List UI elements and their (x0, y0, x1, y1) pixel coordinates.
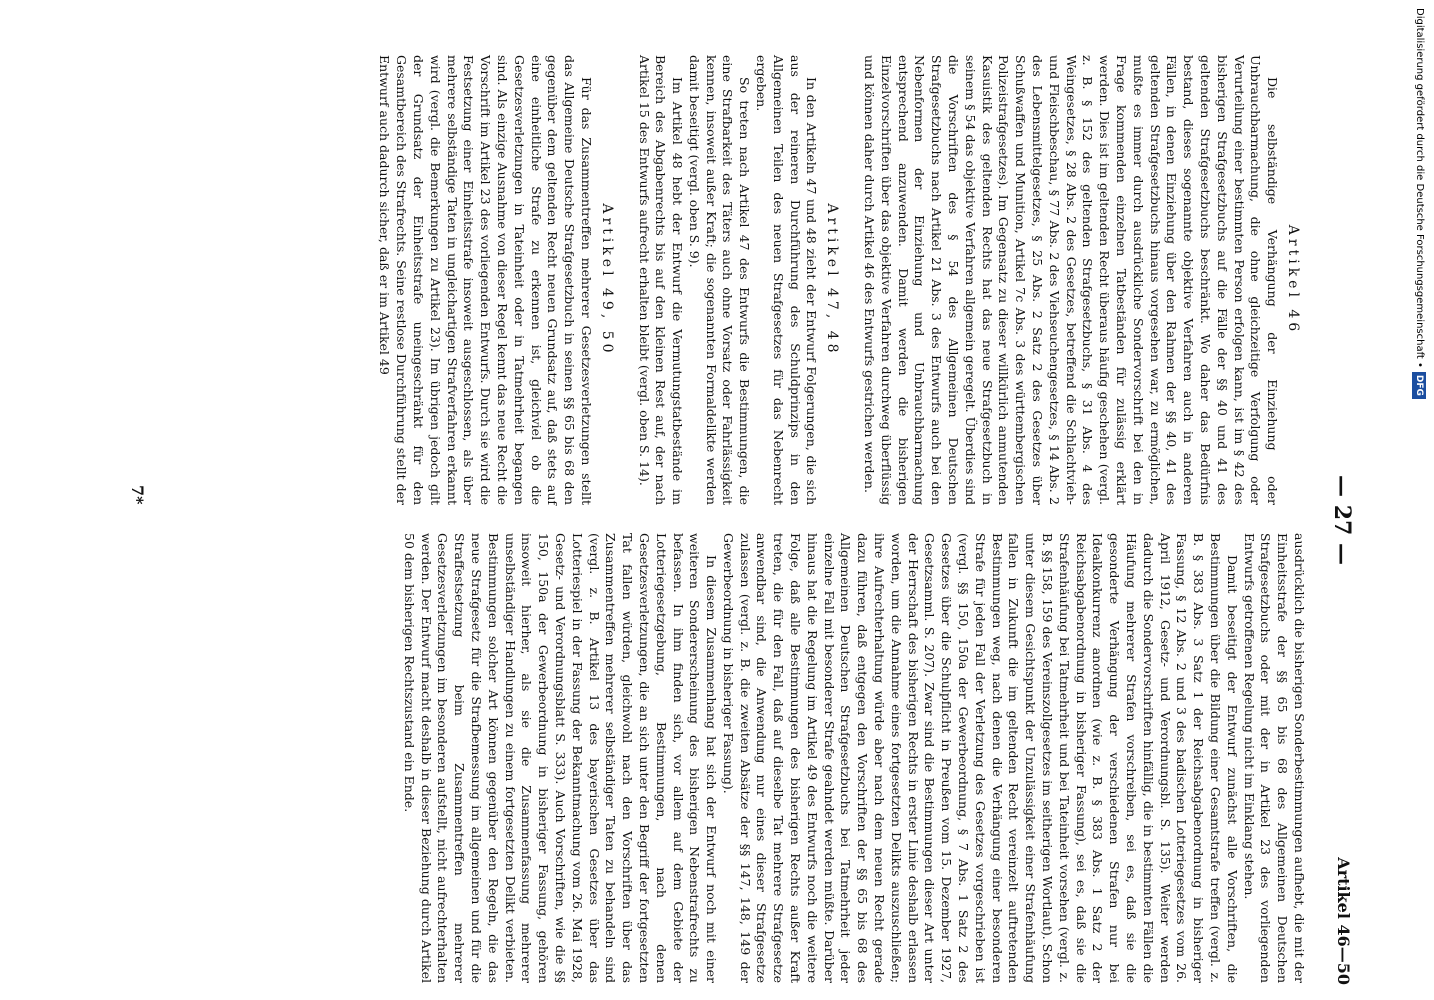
right-paragraph-3: In diesem Zusammenhang hat sich der Entwurf noch mit einer weiteren Sondererscheinung des bisherigen Nebenstrafrechts zu befassen. In ihm finden sich, vor allem auf dem Gebiete der Lotteriegesetzgebung, Bestimmungen, nach denen Gesetzesverletzungen, die an sich unter den Begriff der fortgesetzten Tat fallen würden, gleichwohl nach den Vorschriften über das Zusammentreffen mehrerer selbständiger Taten zu behandeln sind (vergl. z. B. Artikel 13 des bayerischen Gesetzes über das Lotteriespiel in der Fassung der Bekanntmachung vom 26. Mai 1928, Gesetz- und Verordnungsblatt S. 333). Auch Vorschriften, wie die §§ 150, 150a der Gewerbeordnung in bisheriger Fassung, gehören insoweit hierher, als sie die Zusammenfassung mehrerer unselbständiger Handlungen zu einem fortgesetzten Delikt verbieten. Bestimmungen solcher Art können gegenüber den Regeln, die das neue Strafgesetz für die Strafbemessung im allgemeinen und für die Straffestsetzung beim Zusammentreffen mehrerer Gesetzesverletzungen im besonderen aufstellt, nicht aufrechterhalten werden. Der Entwurf macht deshalb in dieser Beziehung durch Artikel 50 dem bisherigen Rechtszustand ein Ende. (401, 533, 720, 983)
article-49-50-title: Artikel 49, 50 (598, 203, 615, 357)
article-47-48-title: Artikel 47, 48 (824, 203, 841, 357)
article-47-48-paragraph-2: So treten nach Artikel 47 des Entwurfs die Bestimmungen, die eine Strafbarkeit des Täters auch ohne Vorsatz oder Fahrlässigkeit kennen, insoweit außer Kraft; die sogenannten Formaldelikte werden damit beseitigt (vergl. oben S. 9). (686, 55, 753, 505)
rotated-page-content (115, 55, 1355, 985)
article-46-title: Artikel 46 (1285, 224, 1301, 336)
funding-note (1408, 8, 1430, 992)
page-header (1315, 55, 1355, 985)
funding-text: Digitalisierung gefördert durch die Deutsche Forschungsgemeinschaft • (1414, 8, 1425, 368)
article-47-48-paragraph-3: Im Artikel 48 hebt der Entwurf die Vermutungstatbestände im Bereich des Abgabenrechts bis auf den kleinen Rest auf, der nach Artikel 15 des Entwurfs aufrecht erhalten bleibt (vergl. oben S. 14). (636, 55, 686, 505)
left-column (376, 55, 1307, 505)
funding-sidebar (1408, 8, 1430, 992)
article-49-50-text: Für das Zusammentreffen mehrerer Gesetzesverletzungen stellt das Allgemeine Deutsche Strafgesetzbuch in seinen §§ 65 bis 68 den gegenüber dem geltenden Recht neuen Grundsatz auf, daß stets auf eine einheitliche Strafe zu erkennen ist, gleichviel ob die Gesetzesverletzungen in Tateinheit oder in Tatmehrheit begangen sind. Als einzige Ausnahme von dieser Regel kennt das neue Recht die Vorschrift im Artikel 23 des vorliegenden Entwurfs. Durch sie wird die Festsetzung einer Einheitsstrafe insoweit ausgeschlossen, als über mehrere selbständige Taten in ungleichartigen Strafverfahren erkannt wird (vergl. die Bemerkungen zu Artikel 23). Im übrigen jedoch gilt der Grundsatz der Einheitsstrafe uneingeschränkt für den Gesamtbereich des Strafrechts. Seine restlose Durchführung stellt der Entwurf auch dadurch sicher, daß er im Artikel 49 (377, 55, 594, 505)
signature-mark: 7* (128, 485, 147, 505)
article-46-text: Die selbständige Verhängung der Einziehung oder Unbrauchbarmachung, die ohne gleichzeitige Verfolgung oder Verurteilung einer bestimmten Person erfolgen kann, ist im § 42 des bisherigen Strafgesetzbuchs auf die Fälle der §§ 40 und 41 des geltenden Strafgesetzbuchs beschränkt. Wo daher das Bedürfnis bestand, dieses sogenannte objektive Verfahren auch in anderen Fällen, in denen Einziehung über den Rahmen der §§ 40, 41 des geltenden Strafgesetzbuchs hinaus vorgesehen war, zu ermöglichen, mußte es immer durch ausdrückliche Sondervorschrift bei den in Frage kommenden einzelnen Tatbeständen für zulässig erklärt werden. Dies ist im geltenden Recht überaus häufig geschehen (vergl. z. B. § 152 des geltenden Strafgesetzbuchs, § 31 Abs. 4 des Weingesetzes, § 28 Abs. 2 des Gesetzes, betreffend die Schlachtvieh- und Fleischbeschau, § 77 Abs. 2 des Viehseuchengesetzes, § 14 Abs. 2 des Lebensmittelgesetzes, § 25 Abs. 2 Satz 2 des Gesetzes über Schußwaffen und Munition, Artikel 7c Abs. 3 des württembergischen Polizeistrafgesetzes). Im Gegensatz zu dieser willkürlich anmutenden Kasuistik des geltenden Rechts hat das neue Strafgesetzbuch in seinem § 54 das objektive Verfahren allgemein geregelt. Überdies sind die Vorschriften des § 54 des Allgemeinen Deutschen Strafgesetzbuchs nach Artikel 21 Abs. 3 des Entwurfs auch bei den Nebenformen der Einziehung und Unbrauchbarmachung entsprechend anzuwenden. Damit werden die bisherigen Einzelvorschriften über das objektive Verfahren durchweg überflüssig und können daher durch Artikel 46 des Entwurfs gestrichen werden. (862, 55, 1281, 505)
article-47-48-paragraph-1: In den Artikeln 47 und 48 zieht der Entwurf Folgerungen, die sich aus der reineren Durchführung des Schuldprinzips in den Allgemeinen Teilen des neuen Strafgesetzes für das Nebenrecht ergeben. (754, 55, 820, 505)
section-range: Artikel 46—50 (1334, 857, 1353, 985)
right-column (400, 533, 1307, 983)
dfg-logo: DFG (1412, 372, 1426, 399)
right-paragraph-1: ausdrücklich die bisherigen Sonderbestimmungen aufhebt, die mit der Einheitsstrafe der §§ 65 bis 68 des Allgemeinen Deutschen Strafgesetzbuchs oder mit der in Artikel 23 des vorliegenden Entwurfs getroffenen Regelung nicht im Einklang stehen. (1241, 533, 1307, 983)
page-number: — 27 — (1329, 475, 1355, 565)
right-paragraph-2: Damit beseitigt der Entwurf zunächst alle Vorschriften, die Bestimmungen über die Bildung einer Gesamtstrafe treffen (vergl. z. B. § 383 Abs. 3 Satz 1 der Reichsabgabenordnung in bisheriger Fassung, § 12 Abs. 2 und 3 des badischen Lotteriegesetzes vom 26. April 1912, Gesetz- und Verordnungsbl. S. 135). Weiter werden dadurch die Sondervorschriften hinfällig, die in bestimmten Fällen die Häufung mehrerer Strafen vorschreiben, sei es, daß sie die gesonderte Verhängung der verschiedenen Strafen nur bei Idealkonkurrenz anordnen (wie z. B. § 383 Abs. 1 Satz 2 der Reichsabgabenordnung in bisheriger Fassung), sei es, daß sie die Strafenhäufung bei Tatmehrheit und bei Tateinheit vorsehen (vergl. z. B. §§ 158, 159 des Vereinszollgesetzes im seitherigen Wortlaut). Schon unter diesem Gesichtspunkt der Unzulässigkeit einer Strafenhäufung fallen in Zukunft die im geltenden Recht vereinzelt auftretenden Bestimmungen weg, nach denen die Verhängung einer besonderen Strafe für jeden Fall der Verletzung des Gesetzes vorgeschrieben ist (vergl. §§ 150, 150a der Gewerbeordnung, § 7 Abs. 1 Satz 2 des Gesetzes über die Schulpflicht in Preußen vom 15. Dezember 1927, Gesetzsamml. S. 207). Zwar sind die Bestimmungen dieser Art unter der Herrschaft des bisherigen Rechts in erster Linie deshalb erlassen worden, um die Annahme eines fortgesetzten Delikts auszuschließen; ihre Aufrechterhaltung würde aber nach dem neuen Recht gerade dazu führen, daß entgegen den Vorschriften der §§ 65 bis 68 des Allgemeinen Deutschen Strafgesetzbuchs bei Tatmehrheit jeder einzelne Fall mit besonderer Strafe geahndet werden müßte. Darüber hinaus hat die Regelung im Artikel 49 des Entwurfs noch die weitere Folge, daß alle Bestimmungen des bisherigen Rechts außer Kraft treten, die für den Fall, daß auf dieselbe Tat mehrere Strafgesetze anwendbar sind, die Anwendung nur eines dieser Strafgesetze zulassen (vergl. z. B. die zweiten Absätze der §§ 147, 148, 149 der Gewerbeordnung in bisheriger Fassung). (720, 533, 1240, 983)
